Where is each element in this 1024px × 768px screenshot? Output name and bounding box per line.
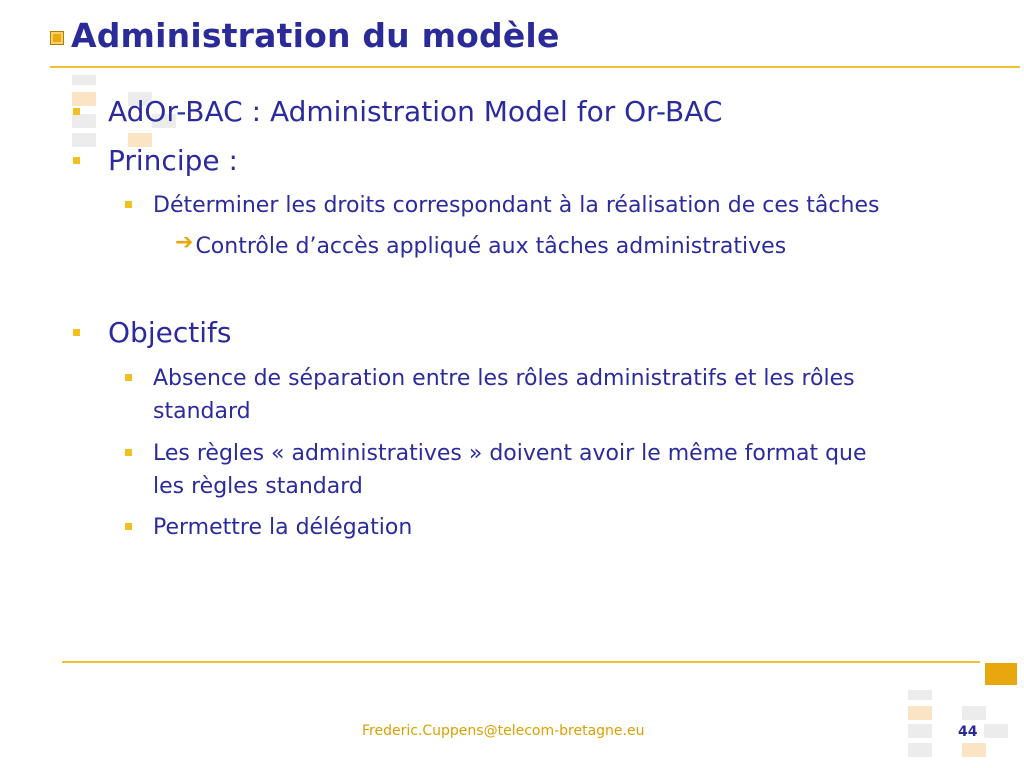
bullet-level3-text: Contrôle d’accès appliqué aux tâches administratives [195,234,787,259]
bullet-square-icon [73,329,80,336]
bullet-level2-text: Absence de séparation entre les rôles administratifs et les rôles [153,366,855,391]
decor-square [985,663,1017,685]
bullet-level2-text: les règles standard [153,474,363,499]
bullet-level1-text: Objectifs [108,316,232,349]
arrow-right-icon: ➔ [175,230,194,255]
bullet-level1-text: AdOr-BAC : Administration Model for Or-BAC [108,95,723,128]
bullet-level2-text: Permettre la délégation [153,515,413,540]
bullet-square-icon [125,523,132,530]
bullet-level2-text: Les règles « administratives » doivent avoir le même format que [153,441,867,466]
bullet-level1-text: Principe : [108,144,238,177]
page-number: 44 [958,724,978,740]
decor-square [962,743,986,757]
slide-title: Administration du modèle [71,16,560,55]
bullet-square-icon [73,157,80,164]
bullet-level2-text: Déterminer les droits correspondant à la réalisation de ces tâches [153,193,880,218]
bullet-square-icon [73,108,80,115]
decor-square [962,706,986,720]
footer-divider [62,661,980,663]
bullet-square-icon [125,201,132,208]
footer-email: Frederic.Cuppens@telecom-bretagne.eu [362,723,645,739]
decor-square [908,724,932,738]
decor-square [908,743,932,757]
decor-square [908,690,932,700]
bullet-square-icon [125,374,132,381]
decor-square [908,706,932,720]
bullet-level2-text: standard [153,399,251,424]
decor-square [984,724,1008,738]
bullet-square-icon [125,449,132,456]
